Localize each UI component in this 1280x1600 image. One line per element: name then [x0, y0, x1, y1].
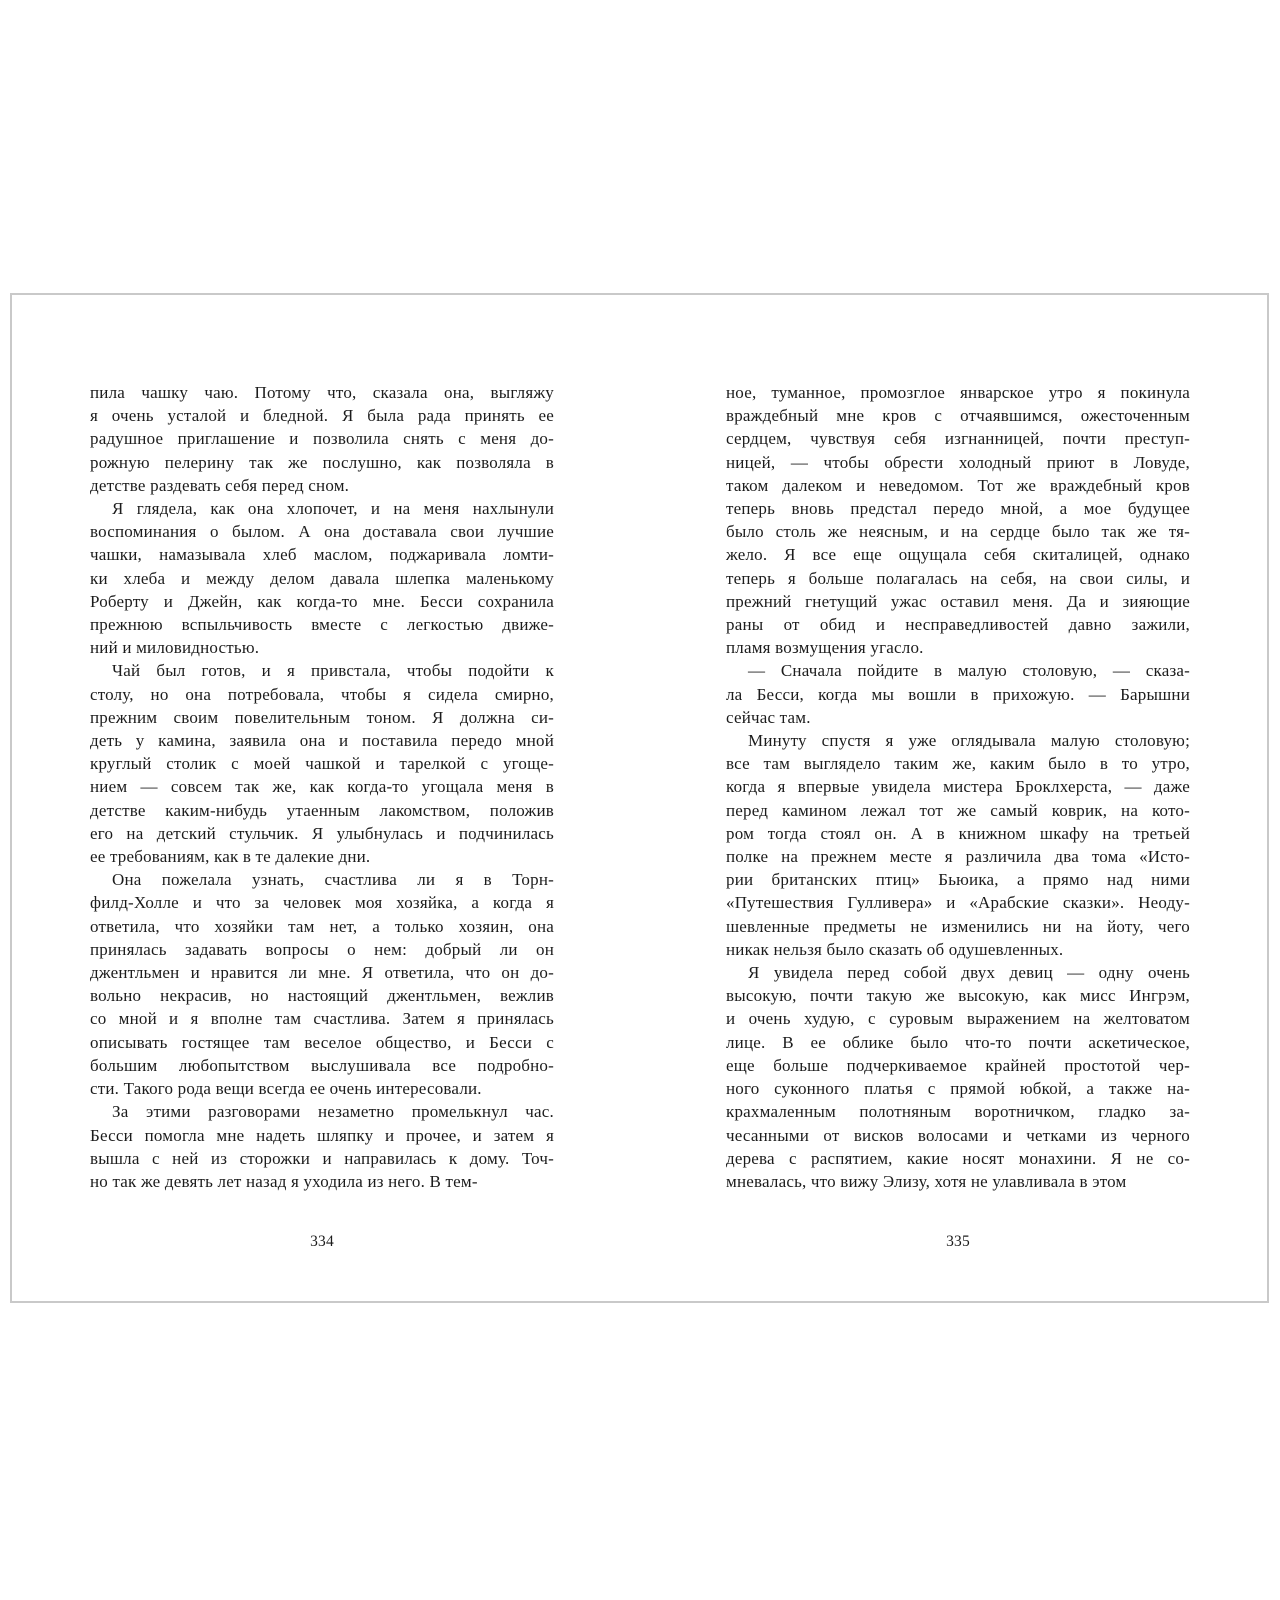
text-line: таком далеком и неведомом. Тот же враждебный кров	[726, 475, 1190, 495]
text-line: сейчас там.	[726, 707, 811, 727]
text-line: воспоминания о былом. А она доставала свои лучшие	[90, 522, 554, 542]
text-line: мневалась, что вижу Элизу, хотя не улавливала в этом	[726, 1171, 1127, 1191]
text-line: рожную пелерину так же послушно, как позволяла в	[90, 452, 554, 472]
text-line: перед камином лежал тот же самый коврик, на кото-	[726, 800, 1190, 820]
text-line: ницей, — чтобы обрести холодный приют в Ловуде,	[726, 452, 1190, 472]
text-line: крахмаленным полотняным воротничком, гладко за-	[726, 1102, 1190, 1122]
text-line: я очень усталой и бледной. Я была рада принять ее	[90, 406, 554, 426]
text-line: прежним своим повелительным тоном. Я должна си-	[90, 707, 554, 727]
text-line: джентльмен и нравится ли мне. Я ответила, что он до-	[90, 963, 554, 983]
text-line: ное, туманное, промозглое январское утро я покинула	[726, 383, 1190, 402]
text-line: пила чашку чаю. Потому что, сказала она, выгляжу	[90, 383, 554, 402]
text-line: чесанными от висков волосами и четками из черного	[726, 1125, 1190, 1145]
text-line: его на детский стульчик. Я улыбнулась и подчинилась	[90, 823, 554, 843]
text-line: За этими разговорами незаметно промелькнул час.	[112, 1102, 554, 1122]
text-line: большим любопытством выслушивала все подробно-	[90, 1055, 554, 1075]
text-line: детстве каким-нибудь утаенным лакомством, положив	[90, 800, 554, 820]
text-line: сти. Такого рода вещи всегда ее очень интересовали.	[90, 1079, 482, 1099]
text-line: враждебный мне кров с отчаявшимся, ожесточенным	[726, 406, 1190, 426]
text-line: чашки, намазывала хлеб маслом, поджаривала ломти-	[90, 545, 554, 565]
text-line: деть у камина, заявила она и поставила передо мной	[90, 731, 554, 751]
text-line: вольно некрасив, но настоящий джентльмен, вежлив	[90, 986, 554, 1006]
text-line: вышла с ней из сторожки и направилась к дому. Точ-	[90, 1148, 554, 1168]
text-line: филд-Холле и что за человек моя хозяйка, а когда я	[90, 893, 554, 913]
text-line: жело. Я все еще ощущала себя скиталицей, однако	[726, 545, 1190, 565]
text-line: нием — совсем так же, как когда-то угощала меня в	[90, 777, 554, 797]
text-line: лице. В ее облике было что-то почти аскетическое,	[726, 1032, 1190, 1052]
page-number-right: 335	[946, 1233, 970, 1250]
page-number-left: 334	[310, 1233, 334, 1250]
text-line: полке на прежнем месте я различила два тома «Исто-	[726, 847, 1190, 867]
text-line: никак нельзя было сказать об одушевленных.	[726, 939, 1064, 959]
text-line: все там выглядело таким же, каким было в то утро,	[726, 754, 1190, 774]
text-line: высокую, почти такую же высокую, как мисс Ингрэм,	[726, 986, 1190, 1006]
page-left-footer	[90, 381, 554, 1250]
text-line: ответила, что хозяйки там нет, а только хозяин, она	[90, 916, 554, 936]
text-line: — Сначала пойдите в малую столовую, — сказа-	[748, 661, 1190, 681]
text-line: столу, но она потребовала, чтобы я сидела смирно,	[90, 684, 554, 704]
text-line: Я увидела перед собой двух девиц — одну очень	[748, 963, 1190, 983]
text-line: прежний гнетущий ужас оставил меня. Да и зияющие	[726, 591, 1190, 611]
text-line: рии британских птиц» Бьюика, а прямо над ними	[726, 870, 1190, 890]
text-line: и очень худую, с суровым выражением на желтоватом	[726, 1009, 1190, 1029]
text-line: теперь вновь предстал передо мной, а мое будущее	[726, 499, 1190, 519]
book-spread-frame	[10, 293, 1269, 1303]
text-line: когда я впервые увидела мистера Броклхерста, — даже	[726, 777, 1190, 797]
text-line: ром тогда стоял он. А в книжном шкафу на третьей	[726, 823, 1190, 843]
text-line: пламя возмущения угасло.	[726, 638, 924, 658]
text-line: теперь я больше полагалась на себя, на свои силы, и	[726, 568, 1190, 588]
text-line: «Путешествия Гулливера» и «Арабские сказки». Неоду-	[726, 893, 1190, 913]
text-line: еще больше подчеркиваемое крайней простотой чер-	[726, 1055, 1190, 1075]
text-line: Чай был готов, и я привстала, чтобы подойти к	[112, 661, 554, 681]
text-line: Я глядела, как она хлопочет, и на меня нахлынули	[112, 499, 554, 519]
text-line: ее требованиям, как в те далекие дни.	[90, 847, 371, 867]
text-line: круглый столик с моей чашкой и тарелкой с угоще-	[90, 754, 554, 774]
text-line: но так же девять лет назад я уходила из него. В тем-	[90, 1171, 478, 1191]
text-line: со мной и я вполне там счастлива. Затем я принялась	[90, 1009, 554, 1029]
text-line: прежнюю вспыльчивость вместе с легкостью движе-	[90, 615, 554, 635]
page-right-footer	[726, 381, 1190, 1250]
text-line: радушное приглашение и позволила снять с меня до-	[90, 429, 554, 449]
text-line: раны от обид и несправедливостей давно зажили,	[726, 615, 1190, 635]
text-line: детстве раздевать себя перед сном.	[90, 475, 350, 495]
text-line: ний и миловидностью.	[90, 638, 260, 658]
text-line: было столь же неясным, и на сердце было так же тя-	[726, 522, 1190, 542]
text-line: ного суконного платья с прямой юбкой, а также на-	[726, 1079, 1190, 1099]
text-line: Минуту спустя я уже оглядывала малую столовую;	[748, 731, 1190, 751]
text-line: ла Бесси, когда мы вошли в прихожую. — Барышни	[726, 684, 1190, 704]
text-line: ки хлеба и между делом давала шлепка маленькому	[90, 568, 554, 588]
text-line: дерева с распятием, какие носят монахини. Я не со-	[726, 1148, 1190, 1168]
text-line: описывать гостящее там веселое общество, и Бесси с	[90, 1032, 554, 1052]
text-line: принялась задавать вопросы о нем: добрый ли он	[90, 939, 554, 959]
text-line: Она пожелала узнать, счастлива ли я в Торн-	[112, 870, 554, 890]
text-line: сердцем, чувствуя себя изгнанницей, почти преступ-	[726, 429, 1190, 449]
text-line: Роберту и Джейн, как когда-то мне. Бесси сохранила	[90, 591, 554, 611]
text-line: Бесси помогла мне надеть шляпку и прочее, и затем я	[90, 1125, 554, 1145]
text-line: шевленные предметы не изменились ни на йоту, чего	[726, 916, 1190, 936]
